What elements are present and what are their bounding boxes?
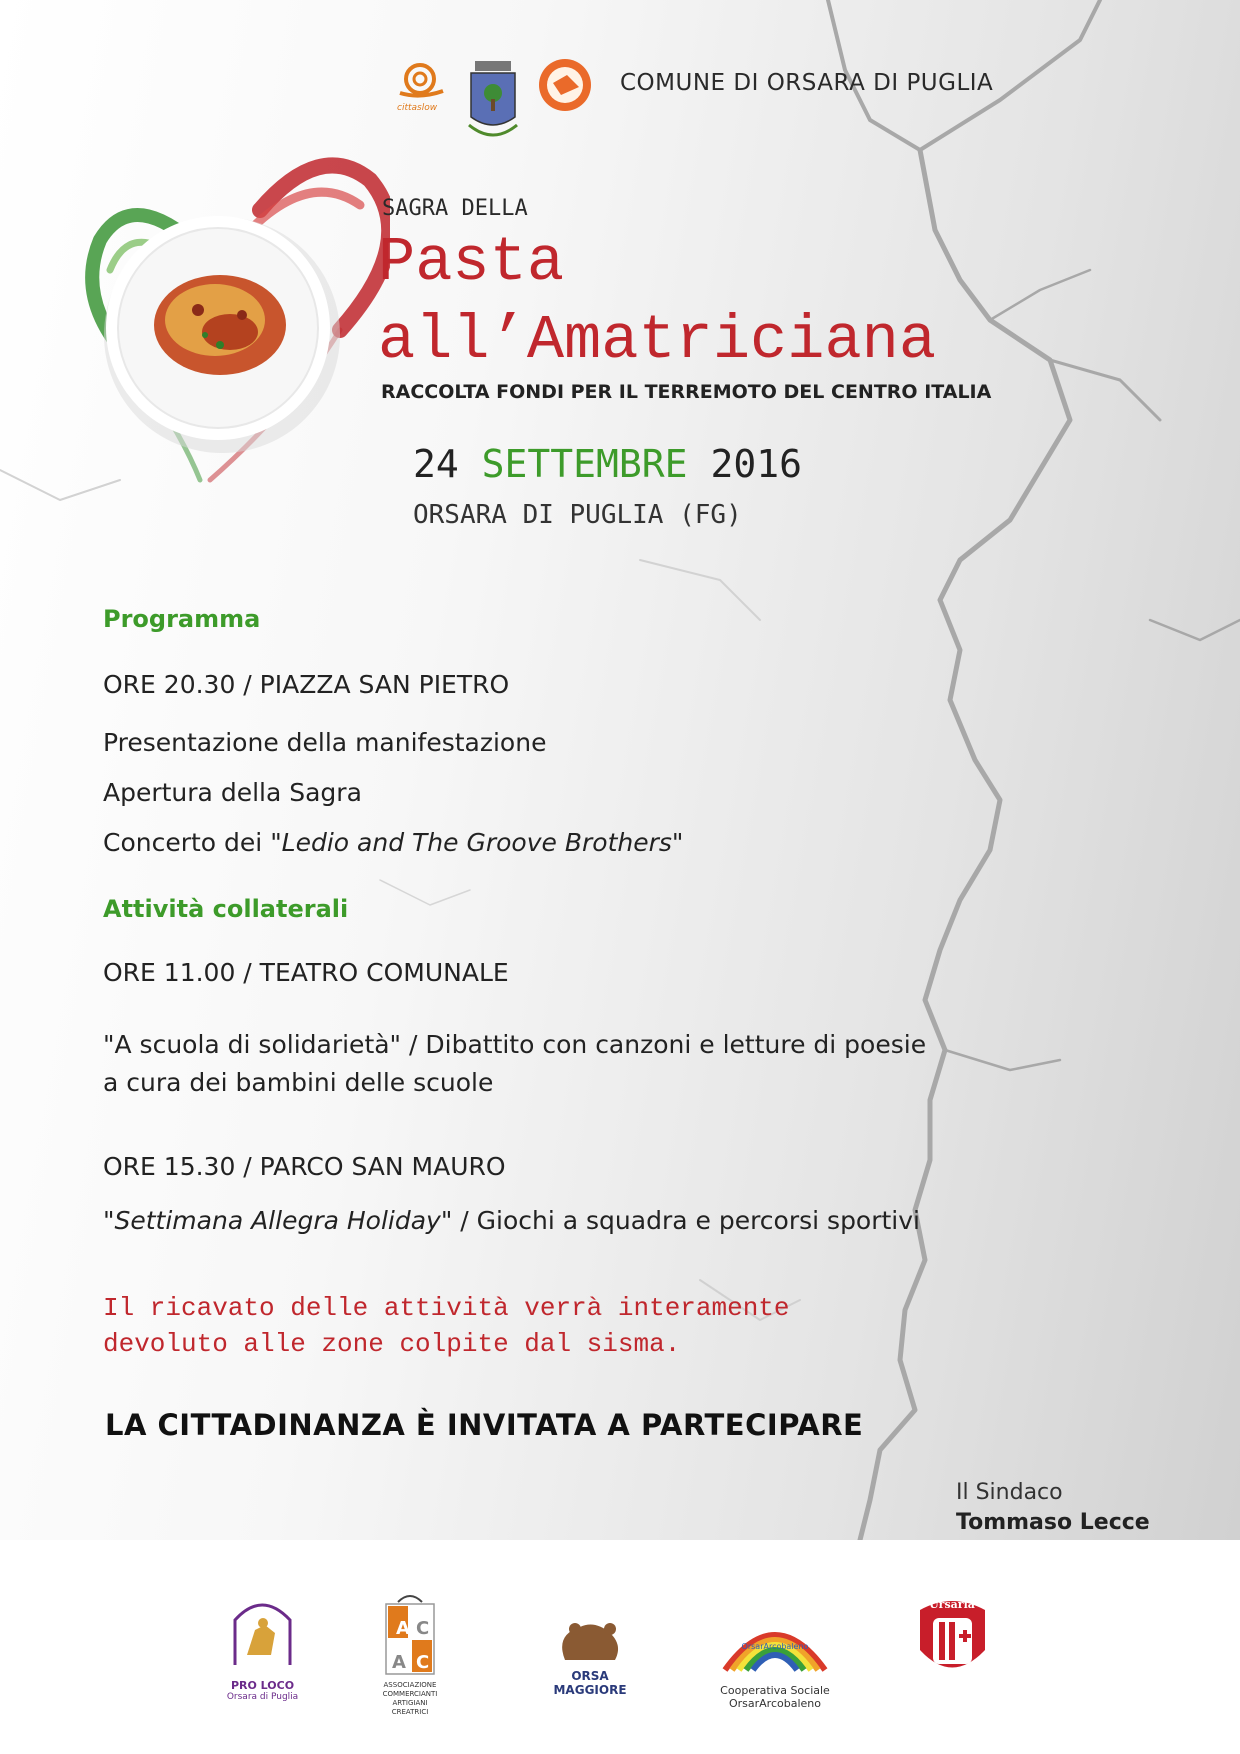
sponsor-ursaria — [915, 1590, 990, 1689]
rainbow-logo-text: OrsarArcobaleno — [741, 1642, 809, 1651]
date-year: 2016 — [710, 442, 802, 486]
svg-text:C: C — [416, 1618, 430, 1639]
ursaria-text: Ursaria — [929, 1598, 975, 1611]
svg-text:A: A — [396, 1618, 410, 1639]
pro-loco-text: PRO LOCO — [230, 1679, 295, 1692]
acac-bag-icon — [380, 1592, 440, 1677]
orsa-maggiore-text: ORSA MAGGIORE — [553, 1669, 627, 1697]
header-logos — [395, 55, 605, 154]
attivita-slot1-line2: a cura dei bambini delle scuole — [103, 1068, 494, 1097]
programma-item: Presentazione della manifestazione — [103, 728, 547, 757]
event-title-line2: all’Amatriciana — [378, 305, 937, 376]
slot2-title: "Settimana Allegra Holiday" — [103, 1206, 453, 1235]
event-date — [413, 442, 802, 486]
rainbow-arch-icon — [710, 1605, 840, 1680]
orsa-maggiore-bear-icon — [535, 1615, 645, 1665]
proceeds-note-line2: devoluto alle zone colpite dal sisma. — [103, 1329, 681, 1359]
pro-loco-lion-icon — [225, 1595, 300, 1675]
attivita-slot1-time-place: ORE 11.00 / TEATRO COMUNALE — [103, 958, 509, 987]
date-month: SETTEMBRE — [481, 442, 688, 486]
attivita-slot2-description — [103, 1206, 920, 1235]
event-title-line1: Pasta — [378, 227, 565, 298]
concert-prefix: Concerto dei — [103, 828, 271, 857]
attivita-slot1-line1: "A scuola di solidarietà" / Dibattito con canzoni e letture di poesie — [103, 1030, 927, 1059]
cittaslow-text: cittaslow — [397, 103, 438, 113]
sponsor-acac — [380, 1592, 470, 1717]
proceeds-note — [103, 1290, 790, 1362]
sponsor-orsar-arcobaleno — [710, 1605, 840, 1710]
sagra-label: SAGRA DELLA — [382, 196, 528, 221]
attivita-heading: Attività collaterali — [103, 895, 349, 923]
sponsor-pro-loco — [225, 1595, 300, 1702]
signature-label: Il Sindaco — [956, 1480, 1063, 1505]
svg-text:C: C — [416, 1652, 430, 1673]
sponsor-orsa-maggiore — [535, 1615, 645, 1697]
event-subtitle: RACCOLTA FONDI PER IL TERREMOTO DEL CENTRO ITALIA — [381, 381, 992, 403]
invitation-text: LA CITTADINANZA È INVITATA A PARTECIPARE — [105, 1408, 864, 1442]
proceeds-note-line1: Il ricavato delle attività verrà interamente — [103, 1293, 790, 1323]
svg-text:A: A — [392, 1652, 406, 1673]
programma-heading: Programma — [103, 605, 261, 633]
ursaria-shield-icon — [915, 1590, 990, 1685]
attivita-slot2-time-place: ORE 15.30 / PARCO SAN MAURO — [103, 1152, 506, 1181]
event-place: ORSARA DI PUGLIA (FG) — [413, 500, 742, 530]
acac-caption: ASSOCIAZIONE COMMERCIANTI ARTIGIANI CREATRICI — [382, 1681, 438, 1716]
concert-name: "Ledio and The Groove Brothers" — [270, 828, 684, 857]
signature-name: Tommaso Lecce — [956, 1510, 1150, 1535]
slot2-rest: / Giochi a squadra e percorsi sportivi — [452, 1206, 920, 1235]
arcobaleno-caption1: Cooperativa Sociale — [720, 1684, 830, 1697]
cittaslow-snail-icon — [397, 65, 443, 113]
pro-loco-subtext: Orsara di Puglia — [226, 1692, 299, 1702]
arcobaleno-caption2: OrsarArcobaleno — [728, 1697, 821, 1710]
date-day: 24 — [413, 442, 459, 486]
comune-name: COMUNE DI ORSARA DI PUGLIA — [620, 70, 994, 96]
circular-emblem-icon — [539, 59, 591, 111]
programma-concert — [103, 828, 683, 857]
programma-item: Apertura della Sagra — [103, 778, 362, 807]
heart-plate-illustration — [70, 150, 390, 530]
programma-time-place: ORE 20.30 / PIAZZA SAN PIETRO — [103, 670, 510, 699]
pasta-plate-icon — [104, 216, 340, 453]
municipal-coat-of-arms-icon — [469, 61, 517, 135]
